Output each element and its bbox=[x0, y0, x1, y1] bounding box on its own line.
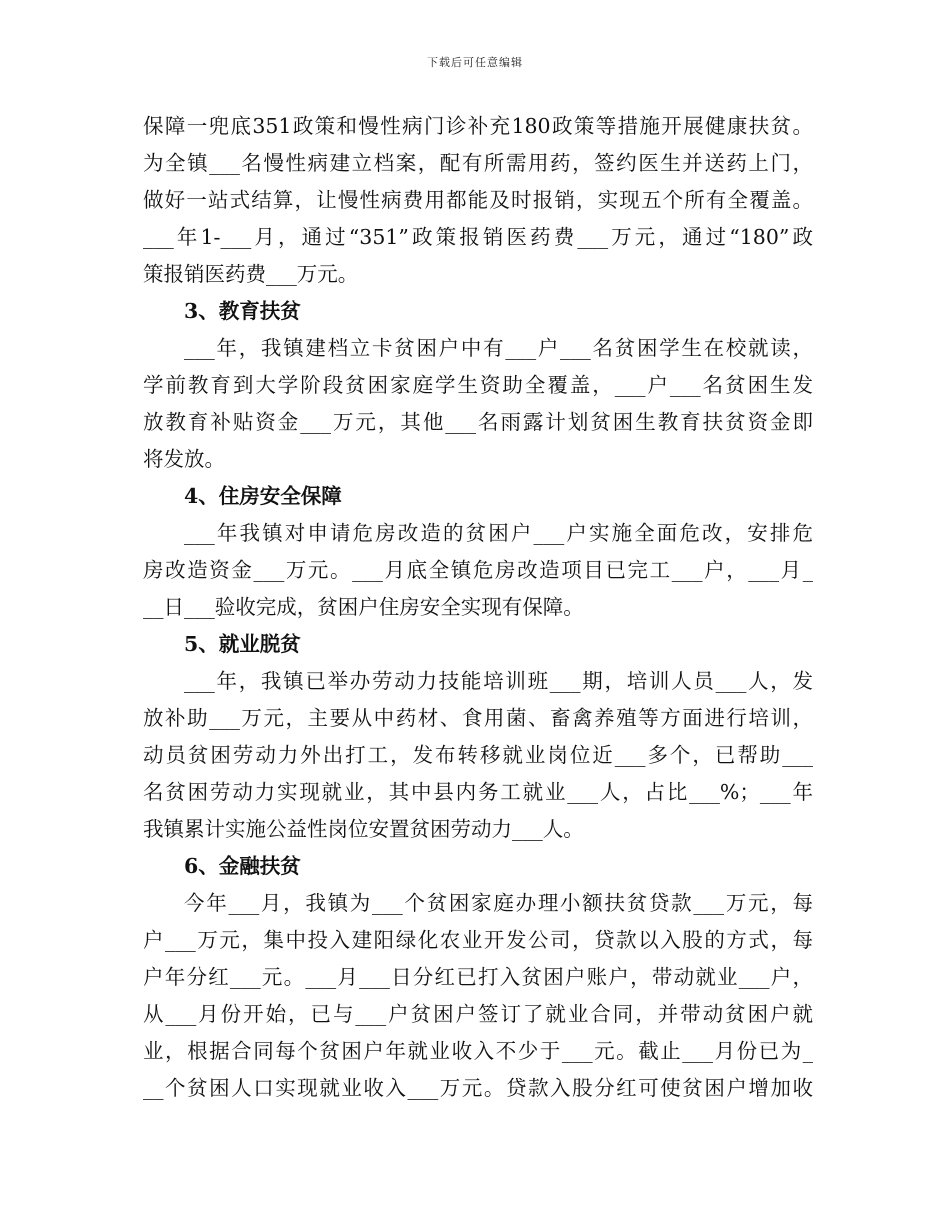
body-line: 保障一兜底351政策和慢性病门诊补充180政策等措施开展健康扶贫。 bbox=[143, 114, 813, 138]
body-line: __个贫困人口实现就业收入___万元。贷款入股分红可使贫困户增加收 bbox=[143, 1076, 813, 1100]
body-line: 学前教育到大学阶段贫困家庭学生资助全覆盖，___户___名贫困生发 bbox=[143, 373, 813, 397]
body-line: 业，根据合同每个贫困户年就业收入不少于___元。截止___月份已为_ bbox=[143, 1039, 813, 1063]
paragraph-first-line: ___年，我镇建档立卡贫困户中有___户___名贫困学生在校就读， bbox=[184, 336, 813, 360]
body-line: 做好一站式结算，让慢性病费用都能及时报销，实现五个所有全覆盖。 bbox=[143, 188, 813, 212]
document-body bbox=[143, 108, 813, 1107]
body-line: __日___验收完成，贫困户住房安全实现有保障。 bbox=[143, 595, 584, 619]
body-line: 户年分红___元。___月___日分红已打入贫困户账户，带动就业___户， bbox=[143, 965, 813, 989]
body-line: 我镇累计实施公益性岗位安置贫困劳动力___人。 bbox=[143, 817, 584, 841]
body-line: 策报销医药费___万元。 bbox=[143, 262, 359, 286]
section-heading-education: 3、教育扶贫 bbox=[184, 299, 301, 323]
body-line: 名贫困劳动力实现就业，其中县内务工就业___人，占比___%；___年 bbox=[143, 780, 813, 804]
body-line: 动员贫困劳动力外出打工，发布转移就业岗位近___多个，已帮助___ bbox=[143, 743, 813, 767]
body-line: 从___月份开始，已与___户贫困户签订了就业合同，并带动贫困户就 bbox=[143, 1002, 813, 1026]
body-line: 户___万元，集中投入建阳绿化农业开发公司，贷款以入股的方式，每 bbox=[143, 928, 813, 952]
page-header: 下载后可任意编辑 bbox=[427, 56, 523, 69]
body-line: 为全镇___名慢性病建立档案，配有所需用药，签约医生并送药上门， bbox=[143, 151, 813, 175]
body-line: 放教育补贴资金___万元，其他___名雨露计划贫困生教育扶贫资金即 bbox=[143, 410, 813, 434]
section-heading-finance: 6、金融扶贫 bbox=[184, 854, 301, 878]
section-heading-housing: 4、住房安全保障 bbox=[184, 484, 342, 508]
body-line: 房改造资金___万元。___月底全镇危房改造项目已完工___户，___月_ bbox=[143, 558, 813, 582]
paragraph-first-line: ___年我镇对申请危房改造的贫困户___户实施全面危改，安排危 bbox=[184, 521, 813, 545]
body-line: 将发放。 bbox=[143, 447, 225, 471]
body-line: 放补助___万元，主要从中药材、食用菌、畜禽养殖等方面进行培训， bbox=[143, 706, 813, 730]
section-heading-employment: 5、就业脱贫 bbox=[184, 632, 301, 656]
paragraph-first-line: ___年，我镇已举办劳动力技能培训班___期，培训人员___人，发 bbox=[184, 669, 813, 693]
paragraph-first-line: 今年___月，我镇为___个贫困家庭办理小额扶贫贷款___万元，每 bbox=[184, 891, 813, 915]
body-line: ___年1-___月，通过“351”政策报销医药费___万元，通过“180”政 bbox=[143, 225, 813, 249]
